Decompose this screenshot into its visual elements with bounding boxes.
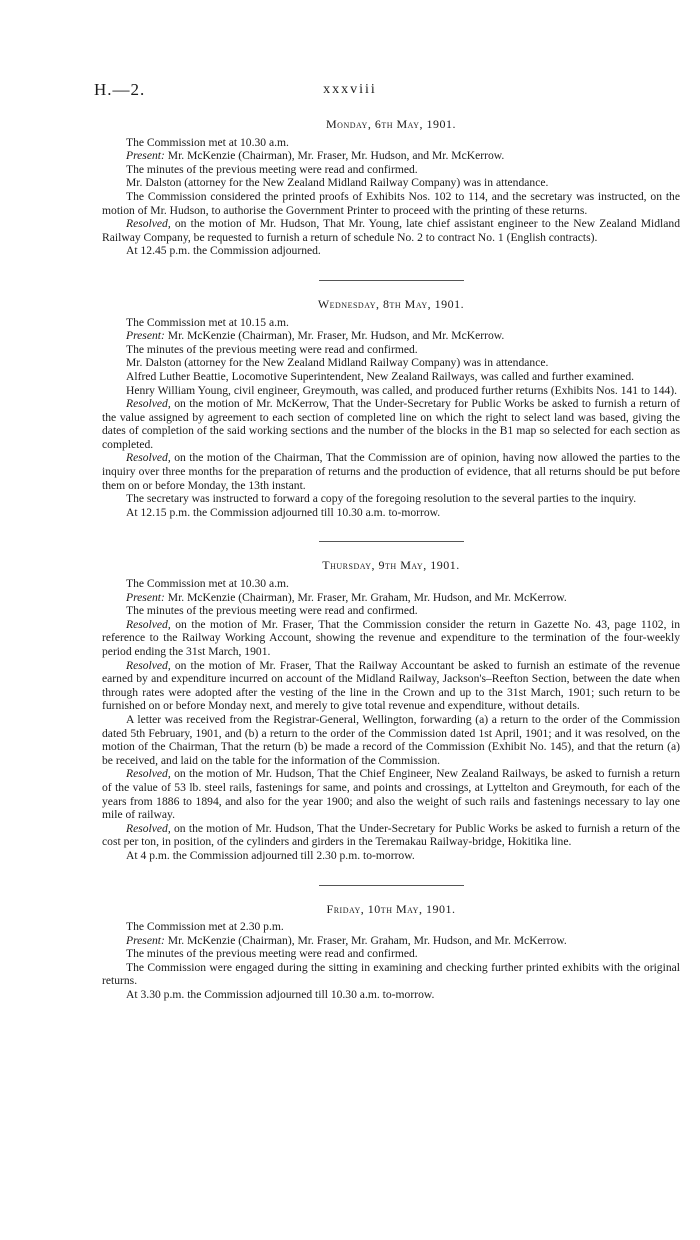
minutes-paragraph: The Commission were engaged during the sitting in examining and checking further printed exhibits with the original returns. — [102, 960, 680, 988]
minutes-paragraph: The Commission met at 10.30 a.m. — [126, 135, 289, 149]
paragraph-lead: Present: — [126, 933, 165, 947]
minutes-paragraph — [102, 767, 680, 821]
minutes-paragraph: The minutes of the previous meeting were read and confirmed. — [126, 162, 418, 176]
section-date-title: Monday, 6th May, 1901. — [326, 117, 456, 131]
minutes-paragraph: The Commission met at 10.30 a.m. — [126, 577, 289, 591]
section-divider — [319, 280, 464, 281]
paragraph-text: on the motion of the Chairman, That the Commission are of opinion, having now allowed the parties to the inquiry over three months for the preparation of returns and the production of evidence, that all returns should be put before them on or before Monday, the 13th instant. — [102, 451, 680, 492]
minutes-paragraph: Mr. Dalston (attorney for the New Zealand Midland Railway Company) was in attendance. — [126, 176, 549, 190]
paragraph-lead: Resolved, — [126, 397, 171, 411]
minutes-paragraph — [102, 822, 680, 849]
paragraph-text: Mr. McKenzie (Chairman), Mr. Fraser, Mr. Graham, Mr. Hudson, and Mr. McKerrow. — [164, 933, 567, 947]
paragraph-text: on the motion of Mr. Hudson, That the Under-Secretary for Public Works be asked to furnish a return of the cost per ton, in position, of the cylinders and girders in the Teremakau Railway-bridge, Hokitika line. — [102, 821, 680, 849]
paragraph-lead: Present: — [126, 149, 165, 163]
section-date-title: Wednesday, 8th May, 1901. — [317, 296, 465, 311]
paragraph-text: Mr. McKenzie (Chairman), Mr. Fraser, Mr. Hudson, and Mr. McKerrow. — [164, 329, 505, 343]
paragraph-lead: Resolved, — [126, 451, 171, 465]
minutes-paragraph — [102, 217, 680, 244]
minutes-paragraph — [102, 591, 680, 605]
minutes-paragraph: Henry William Young, civil engineer, Greymouth, was called, and produced further returns (Exhibits Nos. 141 to 144). — [126, 383, 678, 397]
minutes-paragraph: The Commission met at 10.15 a.m. — [126, 315, 289, 329]
minutes-paragraph — [102, 934, 680, 948]
minutes-paragraph: At 12.45 p.m. the Commission adjourned. — [126, 244, 321, 258]
minutes-paragraph: A letter was received from the Registrar-General, Wellington, forwarding (a) a return to the order of the Commission dated 5th February, 1901, and (b) a return to the order of the Commission dated 1st April, 1901; and it was resolved, on the motion of the Chairman, That the return (b) be made a record of the Commission (Exhibit No. 145), and that the return (a) be received, and laid on the table for the information of the Commission. — [102, 712, 680, 767]
paragraph-lead: Resolved, — [126, 217, 171, 231]
page-number: xxxviii — [323, 82, 377, 97]
section-date-title: Friday, 10th May, 1901. — [326, 901, 456, 916]
minutes-section — [102, 118, 680, 258]
section-date-title: Thursday, 9th May, 1901. — [322, 558, 460, 573]
minutes-paragraph — [102, 451, 680, 492]
paragraph-lead: Resolved, — [126, 767, 171, 781]
paragraph-lead: Resolved, — [126, 658, 171, 672]
minutes-paragraph: The Commission considered the printed proofs of Exhibits Nos. 102 to 114, and the secretary was instructed, on the motion of Mr. Hudson, to authorise the Government Printer to proceed with the printing of these returns. — [102, 189, 680, 217]
minutes-paragraph: At 4 p.m. the Commission adjourned till 2.30 p.m. to-morrow. — [126, 848, 415, 862]
paragraph-text: on the motion of Mr. Fraser, That the Railway Accountant be asked to furnish an estimate of the revenue earned by and expenditure incurred on account of the Midland Railway, Jackson's–Reefton Section, between the date when through rates were adopted after the vesting of the line in the Crown and up to the 31st March, 1901; such return to be furnished on or before Monday next, and merely to give total revenue and expenditure, without details. — [102, 658, 680, 713]
minutes-body — [102, 118, 680, 1002]
minutes-paragraph — [102, 397, 680, 451]
page-reference: H.—2. — [94, 80, 146, 99]
minutes-paragraph: The secretary was instructed to forward a copy of the foregoing resolution to the several parties to the inquiry. — [126, 492, 637, 506]
minutes-paragraph — [102, 329, 680, 343]
minutes-paragraph — [102, 618, 680, 659]
paragraph-text: on the motion of Mr. Hudson, That Mr. Young, late chief assistant engineer to the New Zealand Midland Railway Company, be requested to furnish a return of schedule No. 2 to contract No. 1 (English contracts). — [102, 217, 680, 244]
minutes-paragraph: Mr. Dalston (attorney for the New Zealand Midland Railway Company) was in attendance. — [126, 356, 549, 370]
minutes-paragraph: The minutes of the previous meeting were read and confirmed. — [126, 604, 418, 618]
minutes-paragraph — [102, 149, 680, 163]
paragraph-text: on the motion of Mr. McKerrow, That the Under-Secretary for Public Works be asked to furnish a return of the value assigned by agreement to each section of completed line on which the right to select land was based, giving the dates of completion of the said working sections and the number of the blocks in the B1 map so selected for each section as completed. — [102, 397, 680, 451]
minutes-paragraph — [102, 659, 680, 713]
minutes-paragraph: The minutes of the previous meeting were read and confirmed. — [126, 342, 418, 356]
minutes-section — [102, 559, 680, 862]
minutes-paragraph: At 3.30 p.m. the Commission adjourned till 10.30 a.m. to-morrow. — [126, 988, 435, 1002]
paragraph-lead: Resolved, — [126, 617, 171, 631]
paragraph-text: on the motion of Mr. Hudson, That the Chief Engineer, New Zealand Railways, be asked to furnish a return of the value of 53 lb. steel rails, fastenings for same, and points and crossings, at Lyttelton and Greymouth, for each of the years from 1886 to 1894, and also for the year 1900; and also the weight of such rails and fastenings necessary to lay one mile of railway. — [102, 767, 680, 822]
paragraph-text: on the motion of Mr. Fraser, That the Commission consider the return in Gazette No. 43, page 1102, in reference to the Railway Working Account, showing the revenue and expenditure to the termination of the four-weekly period ending the 31st March, 1901. — [102, 617, 680, 658]
minutes-paragraph: At 12.15 p.m. the Commission adjourned till 10.30 a.m. to-morrow. — [126, 505, 441, 519]
section-divider — [319, 885, 464, 886]
paragraph-text: Mr. McKenzie (Chairman), Mr. Fraser, Mr. Hudson, and Mr. McKerrow. — [164, 149, 505, 163]
minutes-section — [102, 298, 680, 520]
section-divider — [319, 541, 464, 542]
paragraph-lead: Present: — [126, 329, 165, 343]
minutes-paragraph: The minutes of the previous meeting were read and confirmed. — [126, 947, 418, 961]
paragraph-text: Mr. McKenzie (Chairman), Mr. Fraser, Mr. Graham, Mr. Hudson, and Mr. McKerrow. — [164, 590, 567, 604]
minutes-paragraph: The Commission met at 2.30 p.m. — [126, 920, 284, 934]
minutes-paragraph: Alfred Luther Beattie, Locomotive Superintendent, New Zealand Railways, was called and further examined. — [126, 369, 635, 383]
paragraph-lead: Present: — [126, 590, 165, 604]
minutes-section — [102, 903, 680, 1002]
paragraph-lead: Resolved, — [126, 821, 171, 835]
